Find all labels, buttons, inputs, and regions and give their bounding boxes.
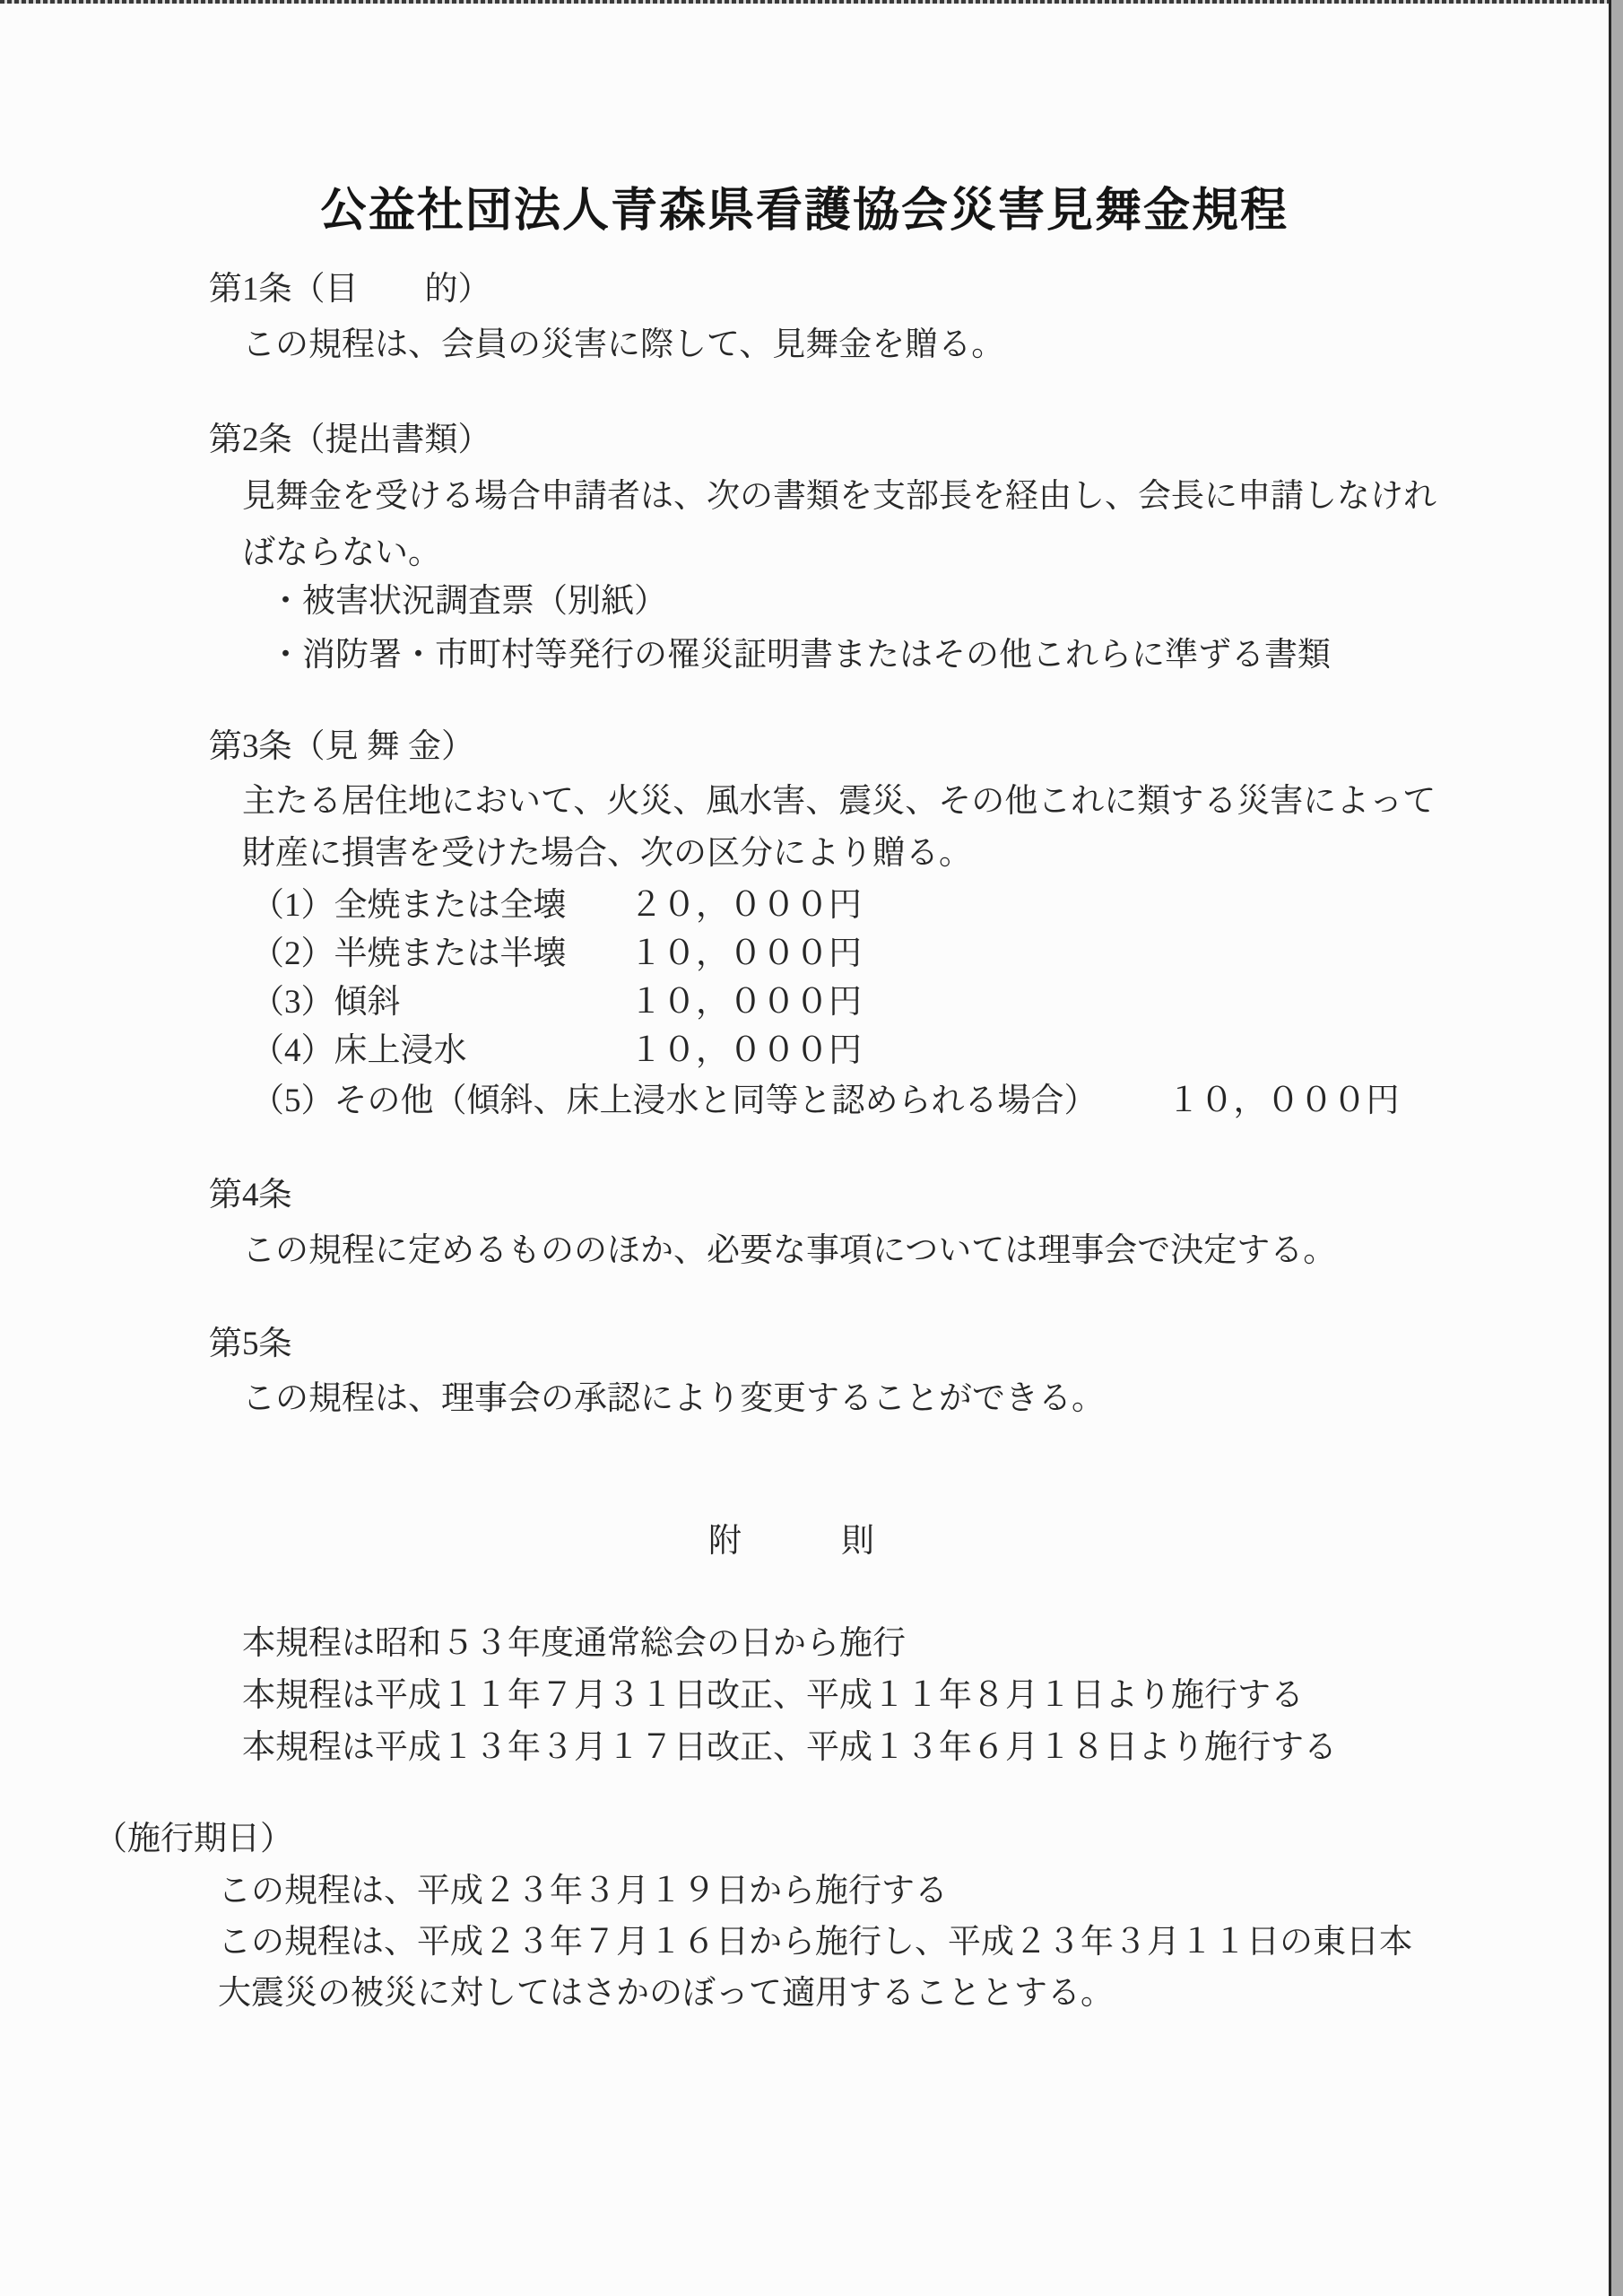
bullet-item-disaster-certificate: ・消防署・市町村等発行の罹災証明書またはその他これらに準ずる書類 bbox=[269, 637, 1331, 674]
payment-item-row-2 bbox=[251, 934, 862, 975]
article4-heading: 第4条 bbox=[209, 1177, 292, 1213]
enforcement-line2: この規程は、平成２３年７月１６日から施行し、平成２３年３月１１日の東日本 bbox=[218, 1924, 1412, 1961]
payment-item-row-5 bbox=[251, 1081, 1400, 1122]
article5-heading: 第5条 bbox=[209, 1326, 292, 1362]
payment-item-label: （5）その他（傾斜、床上浸水と同等と認められる場合） bbox=[251, 1083, 1098, 1119]
payment-item-label: （1）全焼または全壊 bbox=[251, 887, 567, 924]
scan-edge-top bbox=[0, 0, 1623, 4]
payment-item-amount: ２０，０００円 bbox=[629, 887, 862, 924]
article1-body-line: この規程は、会員の災害に際して、見舞金を贈る。 bbox=[242, 326, 1005, 363]
payment-item-amount: １０，０００円 bbox=[629, 935, 862, 972]
article3-heading: 第3条（見 舞 金） bbox=[209, 728, 474, 765]
scan-edge-right bbox=[1609, 0, 1623, 2296]
payment-item-amount: １０，０００円 bbox=[629, 1032, 862, 1069]
supplement-heading: 附 則 bbox=[708, 1523, 874, 1560]
article4-body-line: この規程に定めるもののほか、必要な事項については理事会で決定する。 bbox=[242, 1232, 1337, 1269]
payment-item-row-1 bbox=[251, 885, 862, 926]
supplement-line1: 本規程は昭和５３年度通常総会の日から施行 bbox=[242, 1625, 906, 1662]
article3-body-line2: 財産に損害を受けた場合、次の区分により贈る。 bbox=[242, 835, 972, 872]
payment-item-label: （2）半焼または半壊 bbox=[251, 935, 567, 972]
supplement-line3: 本規程は平成１３年３月１７日改正、平成１３年６月１８日より施行する bbox=[242, 1729, 1337, 1766]
article2-heading: 第2条（提出書類） bbox=[209, 422, 491, 458]
payment-item-amount: １０，０００円 bbox=[629, 984, 862, 1021]
enforcement-line1: この規程は、平成２３年３月１９日から施行する bbox=[218, 1873, 948, 1909]
payment-item-amount: １０，０００円 bbox=[1167, 1083, 1400, 1119]
article2-body-line1: 見舞金を受ける場合申請者は、次の書類を支部長を経由し、会長に申請しなけれ bbox=[242, 478, 1436, 515]
payment-item-label: （4）床上浸水 bbox=[251, 1032, 467, 1069]
article2-body-line2: ばならない。 bbox=[242, 535, 441, 571]
supplement-line2: 本規程は平成１１年７月３１日改正、平成１１年８月１日より施行する bbox=[242, 1677, 1304, 1714]
enforcement-line3: 大震災の被災に対してはさかのぼって適用することとする。 bbox=[218, 1975, 1114, 2012]
payment-item-label: （3）傾斜 bbox=[251, 984, 401, 1021]
article3-body-line1: 主たる居住地において、火災、風水害、震災、その他これに類する災害によって bbox=[242, 783, 1436, 820]
bullet-item-damage-survey: ・被害状況調査票（別紙） bbox=[269, 583, 667, 620]
document-title: 公益社団法人青森県看護協会災害見舞金規程 bbox=[319, 185, 1289, 237]
article1-heading: 第1条（目 的） bbox=[209, 271, 491, 308]
article5-body-line: この規程は、理事会の承認により変更することができる。 bbox=[242, 1380, 1105, 1417]
enforcement-heading: （施行期日） bbox=[94, 1821, 293, 1857]
payment-item-row-4 bbox=[251, 1031, 862, 1072]
payment-item-row-3 bbox=[251, 982, 862, 1023]
